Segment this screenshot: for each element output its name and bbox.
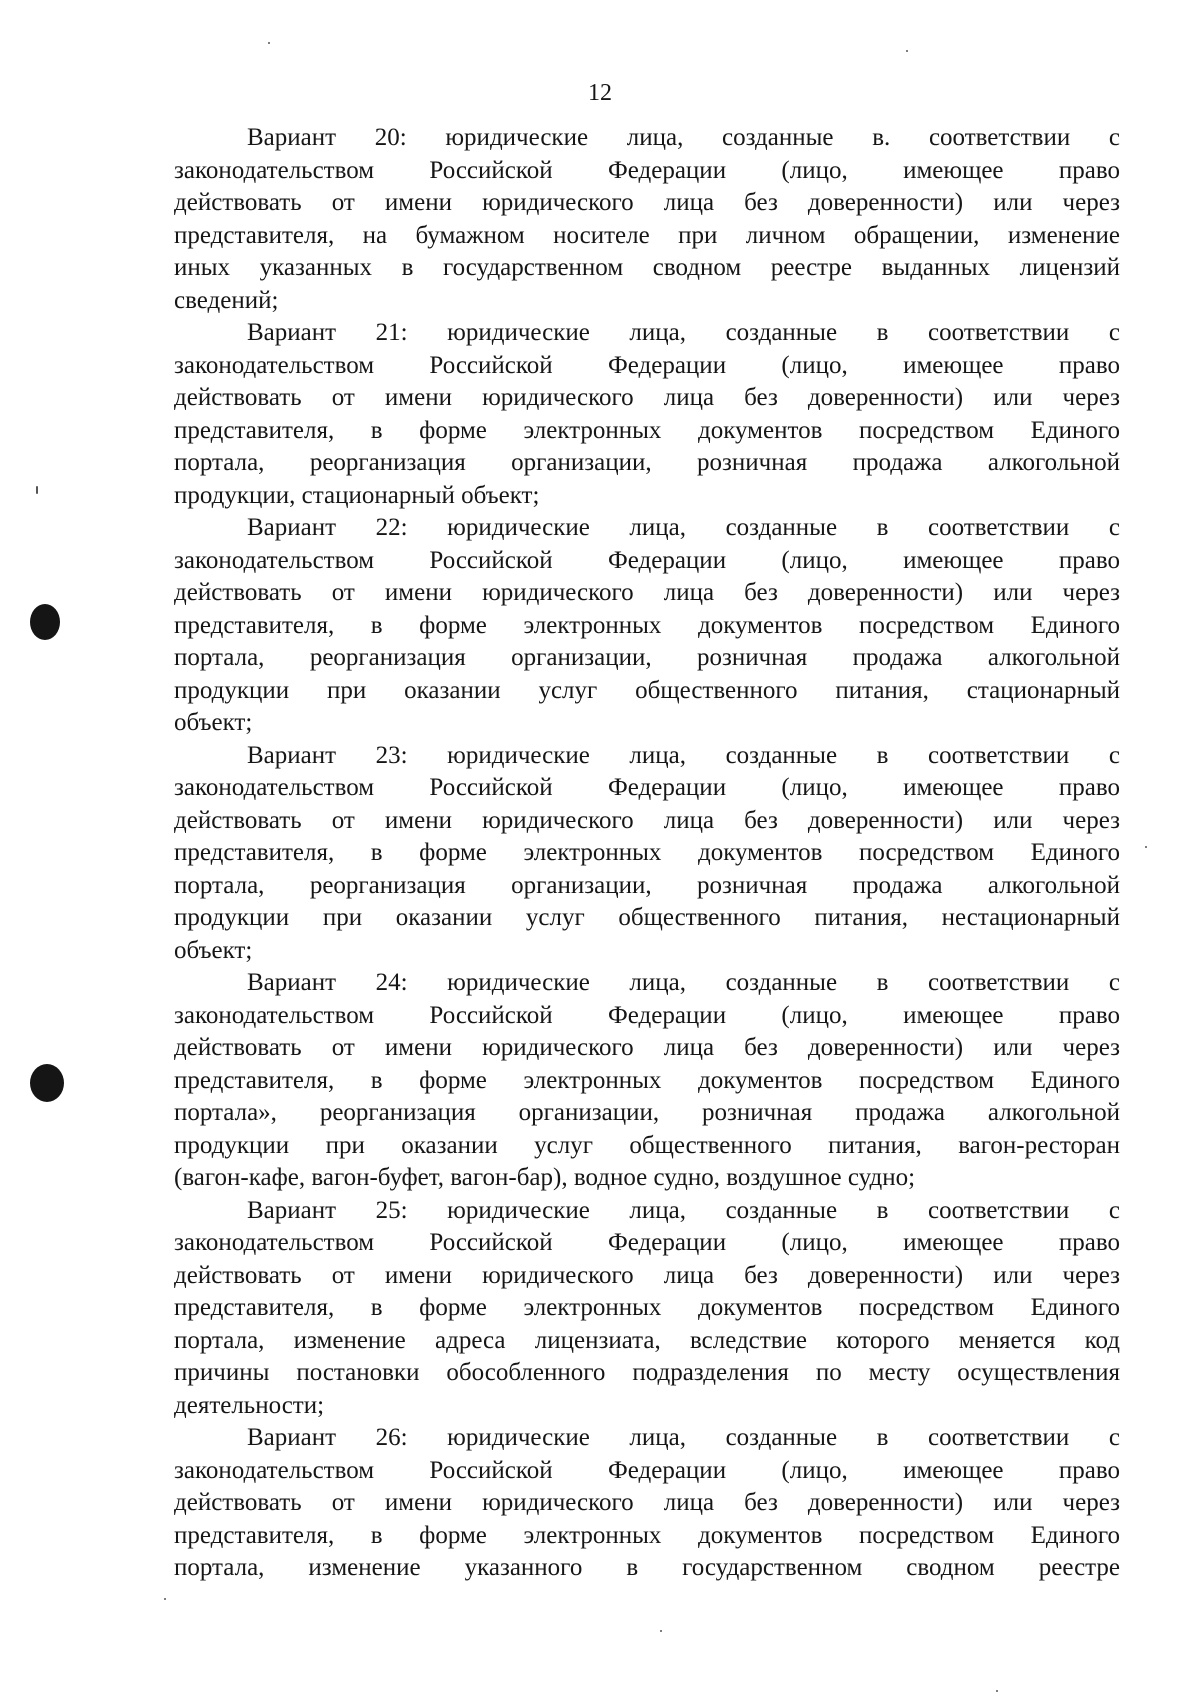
text-line: Вариант 26: юридические лица, созданные в соответствии с [247, 1424, 1120, 1451]
scan-speck [660, 1630, 662, 1632]
text-line: портала, изменение указанного в государственном сводном реестре [174, 1554, 1120, 1581]
punch-hole-mark [30, 604, 60, 640]
paragraph-variant-25 [174, 1195, 1120, 1423]
text-line: причины постановки обособленного подразделения по месту осуществления [174, 1359, 1120, 1386]
text-line: портала», реорганизация организации, розничная продажа алкогольной [174, 1099, 1120, 1126]
text-line: Вариант 23: юридические лица, созданные в соответствии с [247, 741, 1120, 769]
text-line: портала, реорганизация организации, розничная продажа алкогольной [174, 644, 1120, 671]
text-line: законодательством Российской Федерации (лицо, имеющее право [174, 351, 1120, 379]
text-line: представителя, в форме электронных документов посредством Единого [174, 1066, 1120, 1094]
scan-speck [906, 50, 908, 52]
text-line: Вариант 22: юридические лица, созданные в соответствии с [247, 514, 1120, 541]
text-line: объект; [174, 936, 253, 964]
text-line: объект; [174, 709, 253, 736]
text-line: представителя, в форме электронных документов посредством Единого [174, 1521, 1120, 1549]
text-line: Вариант 20: юридические лица, созданные в. соответствии с [247, 124, 1120, 151]
punch-hole-mark [30, 1064, 64, 1102]
text-line: (вагон-кафе, вагон-буфет, вагон-бар), водное судно, воздушное судно; [174, 1164, 916, 1191]
text-line: законодательством Российской Федерации (лицо, имеющее право [174, 1229, 1120, 1256]
text-line: действовать от имени юридического лица без доверенности) или через [174, 1261, 1120, 1289]
text-line: действовать от имени юридического лица без доверенности) или через [174, 1489, 1120, 1516]
text-line: деятельности; [174, 1391, 325, 1419]
text-line: представителя, в форме электронных документов посредством Единого [174, 1294, 1120, 1321]
scan-speck [268, 42, 270, 44]
text-line: представителя, в форме электронных документов посредством Единого [174, 611, 1120, 639]
text-line: представителя, в форме электронных документов посредством Единого [174, 416, 1120, 444]
text-line: законодательством Российской Федерации (лицо, имеющее право [174, 774, 1120, 801]
paragraph-variant-24 [174, 967, 1120, 1195]
text-line: законодательством Российской Федерации (лицо, имеющее право [174, 1456, 1120, 1484]
page-number: 12 [588, 80, 612, 106]
text-line: Вариант 21: юридические лица, созданные в соответствии с [247, 319, 1120, 346]
text-line: законодательством Российской Федерации (лицо, имеющее право [174, 546, 1120, 574]
scan-speck [996, 1690, 998, 1692]
text-line: действовать от имени юридического лица без доверенности) или через [174, 806, 1120, 834]
paragraph-variant-22 [174, 512, 1120, 740]
text-line: иных указанных в государственном сводном реестре выданных лицензий [174, 254, 1120, 281]
text-line: представителя, в форме электронных документов посредством Единого [174, 839, 1120, 866]
text-line: действовать от имени юридического лица без доверенности) или через [174, 384, 1120, 411]
text-line: представителя, на бумажном носителе при личном обращении, изменение [174, 221, 1120, 249]
paragraph-variant-21 [174, 317, 1120, 512]
text-line: продукции при оказании услуг общественного питания, вагон-ресторан [174, 1131, 1120, 1159]
scan-speck [164, 1598, 166, 1600]
text-line: портала, реорганизация организации, розничная продажа алкогольной [174, 449, 1120, 476]
text-line: портала, изменение адреса лицензиата, вследствие которого меняется код [174, 1326, 1120, 1354]
text-line: Вариант 24: юридические лица, созданные в соответствии с [247, 969, 1120, 996]
text-line: законодательством Российской Федерации (лицо, имеющее право [174, 1001, 1120, 1029]
text-line: продукции, стационарный объект; [174, 481, 540, 509]
scan-speck [1145, 846, 1147, 848]
text-line: действовать от имени юридического лица без доверенности) или через [174, 189, 1120, 216]
text-line: продукции при оказании услуг общественного питания, стационарный [174, 676, 1120, 704]
text-line: сведений; [174, 286, 279, 314]
paragraph-variant-26 [174, 1422, 1120, 1585]
text-line: действовать от имени юридического лица без доверенности) или через [174, 579, 1120, 606]
text-line: продукции при оказании услуг общественного питания, нестационарный [174, 904, 1120, 931]
scan-speck [36, 486, 38, 494]
text-line: Вариант 25: юридические лица, созданные в соответствии с [247, 1196, 1120, 1224]
text-line: действовать от имени юридического лица без доверенности) или через [174, 1034, 1120, 1061]
document-body [174, 122, 1120, 1585]
paragraph-variant-20 [174, 122, 1120, 317]
paragraph-variant-23 [174, 740, 1120, 968]
text-line: портала, реорганизация организации, розничная продажа алкогольной [174, 871, 1120, 899]
text-line: законодательством Российской Федерации (лицо, имеющее право [174, 156, 1120, 184]
